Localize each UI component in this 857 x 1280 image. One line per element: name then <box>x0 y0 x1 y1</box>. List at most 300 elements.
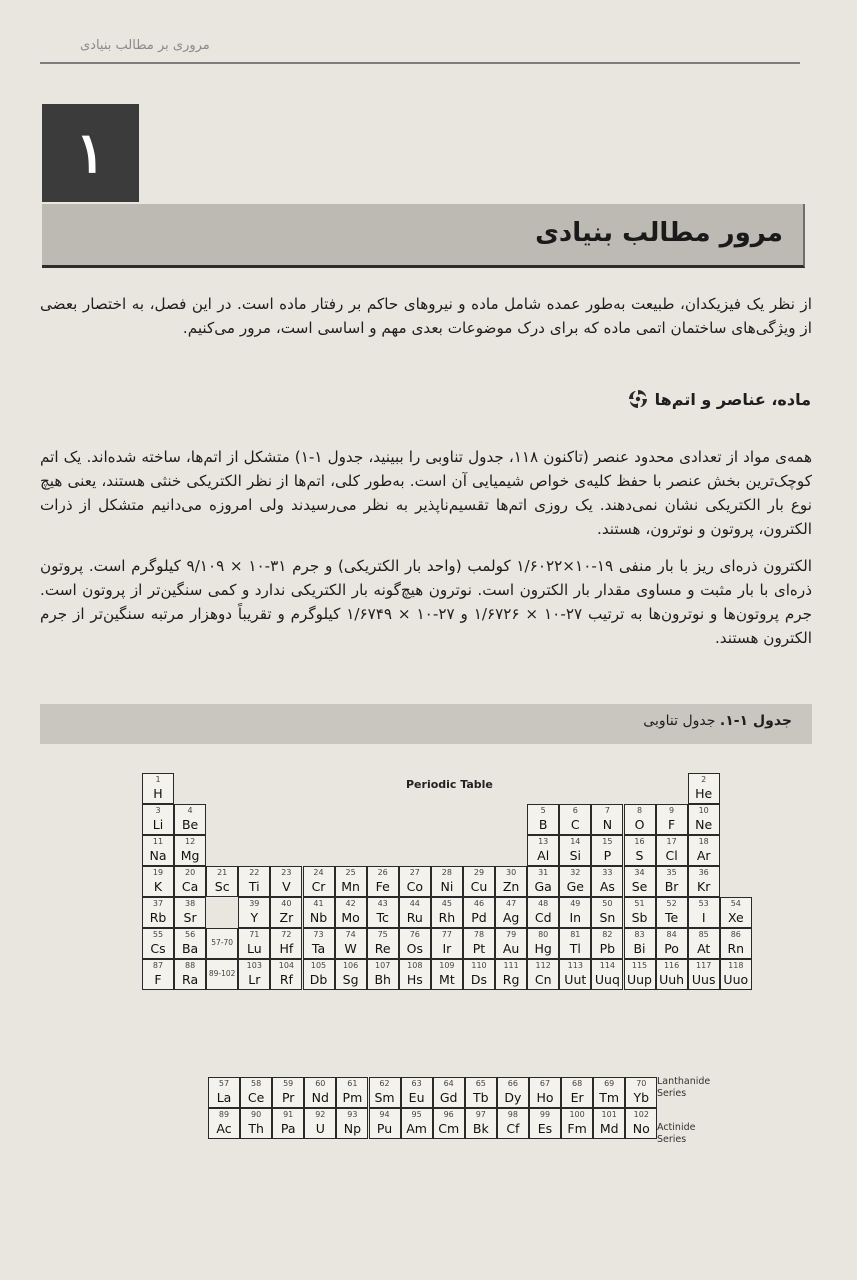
element-number: 34 <box>634 868 645 877</box>
element-symbol: Cn <box>534 972 552 987</box>
element-symbol: Gd <box>439 1090 458 1105</box>
element-number: 1 <box>155 775 161 784</box>
element-symbol: Tm <box>599 1090 620 1105</box>
element-symbol: Pm <box>342 1090 363 1105</box>
element-cell <box>463 928 495 959</box>
element-symbol: Np <box>343 1121 362 1136</box>
element-symbol: Uus <box>691 972 716 987</box>
element-number: 55 <box>152 930 164 939</box>
element-symbol: Y <box>250 910 259 925</box>
element-number: 15 <box>602 837 613 846</box>
element-number: 45 <box>441 899 452 908</box>
element-number: 54 <box>730 899 741 908</box>
element-cell <box>593 1108 625 1139</box>
element-cell <box>624 866 656 897</box>
element-number: 9 <box>669 806 675 815</box>
actinide-series-label: Actinide Series <box>657 1122 696 1145</box>
element-symbol: Ba <box>181 941 199 956</box>
element-cell <box>401 1108 433 1139</box>
element-number: 20 <box>185 868 196 877</box>
element-cell <box>656 835 688 866</box>
element-symbol: At <box>697 941 711 956</box>
element-cell <box>142 773 174 804</box>
element-number: 106 <box>342 961 359 970</box>
element-cell <box>624 959 656 990</box>
element-number: 35 <box>666 868 677 877</box>
element-number: 5 <box>540 806 546 815</box>
particles-paragraph: الکترون ذره‌ای ریز با بار منفی ۱۹-۱۰×۱/۶۰۲۲ کولمب (واحد بار الکتریکی) و جرم ۳۱-۱۰ × ۹/۱۰۹ کیلوگرم است. پروتون ذره‌ای با بار مثبت و مساوی مقدار بار الکترون است. نوترون هیچ‌گونه بار الکتریکی ندارد و کمی سنگین‌تر از پروتون است. جرم پروتون‌ها و نوترون‌ها به ترتیب ۲۷-۱۰ × ۱/۶۷۲۶ و ۲۷-۱۰ × ۱/۶۷۴۹ کیلوگرم و تقریباً دوهزار مرتبه سنگین‌تر از جرم الکترون هستند. <box>40 557 813 647</box>
element-cell <box>369 1077 401 1108</box>
element-cell <box>625 1077 657 1108</box>
element-symbol: Kr <box>697 879 711 894</box>
element-cell <box>431 866 463 897</box>
element-number: 25 <box>345 868 356 877</box>
element-number: 113 <box>567 961 583 970</box>
element-symbol: Rg <box>502 972 520 987</box>
element-symbol: Ti <box>248 879 260 894</box>
element-cell <box>688 835 720 866</box>
element-cell <box>142 804 174 835</box>
element-number: 33 <box>602 868 613 877</box>
element-number: 48 <box>538 899 549 908</box>
element-symbol: Be <box>181 817 199 832</box>
element-cell <box>529 1077 561 1108</box>
element-number: 89 <box>218 1110 230 1119</box>
section-heading <box>627 388 811 410</box>
element-cell <box>624 928 656 959</box>
element-cell <box>591 866 623 897</box>
running-head-text: مروری بر مطالب بنیادی <box>80 38 210 53</box>
table-caption <box>643 713 792 729</box>
element-cell <box>401 1077 433 1108</box>
element-number: 94 <box>379 1110 390 1119</box>
lanthanide-series-label: Lanthanide Series <box>657 1076 711 1099</box>
element-number: 17 <box>666 837 677 846</box>
element-cell <box>591 897 623 928</box>
element-symbol: Cl <box>665 848 678 863</box>
element-symbol: No <box>632 1121 650 1136</box>
element-cell <box>335 897 367 928</box>
element-number: 88 <box>185 961 196 970</box>
element-symbol: Uuo <box>723 972 749 987</box>
element-cell <box>272 1077 304 1108</box>
running-head <box>40 38 800 64</box>
element-cell <box>238 928 270 959</box>
element-number: 66 <box>507 1079 518 1088</box>
element-number: 91 <box>283 1110 294 1119</box>
element-symbol: Pu <box>376 1121 393 1136</box>
element-number: 107 <box>375 961 391 970</box>
element-cell <box>142 835 174 866</box>
element-number: 60 <box>315 1079 326 1088</box>
element-symbol: Db <box>309 972 328 987</box>
element-cell <box>559 928 591 959</box>
element-cell <box>240 1077 272 1108</box>
element-cell <box>591 959 623 990</box>
element-symbol: K <box>153 879 163 894</box>
element-symbol: Yb <box>633 1090 650 1105</box>
element-number: 86 <box>730 930 741 939</box>
element-symbol: Ca <box>181 879 199 894</box>
element-number: 104 <box>278 961 295 970</box>
element-number: 56 <box>185 930 196 939</box>
element-number: 19 <box>152 868 164 877</box>
element-cell <box>624 835 656 866</box>
element-symbol: Lr <box>248 972 261 987</box>
chapter-number-box <box>42 104 139 202</box>
element-cell <box>527 959 559 990</box>
element-symbol: Am <box>406 1121 427 1136</box>
element-cell <box>688 928 720 959</box>
element-number: 117 <box>696 961 712 970</box>
element-number: 98 <box>507 1110 518 1119</box>
element-cell <box>399 959 431 990</box>
element-cell <box>559 959 591 990</box>
element-cell <box>527 897 559 928</box>
element-symbol: Cr <box>311 879 326 894</box>
element-number: 6 <box>572 806 578 815</box>
chapter-title: مرور مطالب بنیادی <box>535 218 783 248</box>
element-symbol: F <box>154 972 162 987</box>
element-cell <box>238 866 270 897</box>
element-cell <box>431 897 463 928</box>
element-symbol: Cm <box>438 1121 460 1136</box>
element-cell <box>495 959 527 990</box>
element-number: 105 <box>310 961 327 970</box>
element-cell <box>463 866 495 897</box>
element-cell <box>303 928 335 959</box>
element-symbol: Rn <box>727 941 745 956</box>
element-symbol: Ne <box>695 817 713 832</box>
element-symbol: Rf <box>279 972 293 987</box>
element-symbol: Li <box>152 817 164 832</box>
element-symbol: Ge <box>566 879 584 894</box>
element-cell <box>431 928 463 959</box>
element-number: 99 <box>539 1110 551 1119</box>
element-symbol: Te <box>664 910 679 925</box>
element-symbol: Pb <box>599 941 616 956</box>
element-cell <box>431 959 463 990</box>
element-number: 23 <box>281 868 292 877</box>
element-symbol: Co <box>406 879 423 894</box>
element-number: 61 <box>347 1079 358 1088</box>
element-symbol: Sc <box>214 879 230 894</box>
element-cell <box>238 897 270 928</box>
element-symbol: U <box>315 1121 325 1136</box>
element-number: 97 <box>475 1110 486 1119</box>
element-symbol: Hs <box>406 972 423 987</box>
element-number: 108 <box>407 961 423 970</box>
element-number: 58 <box>251 1079 262 1088</box>
element-symbol: Pr <box>281 1090 295 1105</box>
element-symbol: Pa <box>280 1121 296 1136</box>
element-number: 82 <box>602 930 613 939</box>
element-number: 116 <box>663 961 680 970</box>
element-number: 84 <box>666 930 677 939</box>
element-cell <box>270 897 302 928</box>
element-cell <box>433 1108 465 1139</box>
elements-paragraph: همه‌ی مواد از تعدادی محدود عنصر (تاکنون ۱۱۸، جدول تناوبی را ببینید، جدول ۱-۱) متشکل از اتم‌ها، ساخته شده‌اند. یک اتم کوچک‌ترین بخش عنصر با حفظ کلیه‌ی خواص شیمیایی آن است. به‌طور کلی، اتم‌ها از نظر الکتریکی خنثی هستند، یعنی هیچ نوع بار الکتریکی نشان نمی‌دهند. یک روزی اتم‌ها تقسیم‌ناپذیر به نظر می‌رسیدند ولی امروزه می‌دانیم متشکل از ذرات الکترون، پروتون و نوترون، هستند. <box>40 448 812 538</box>
element-cell <box>720 959 752 990</box>
element-number: 96 <box>443 1110 454 1119</box>
element-symbol: H <box>153 786 163 801</box>
table-caption-band <box>40 704 812 744</box>
element-symbol: Lu <box>246 941 262 956</box>
element-symbol: Os <box>406 941 423 956</box>
element-symbol: Re <box>374 941 391 956</box>
element-cell <box>527 835 559 866</box>
element-cell <box>367 959 399 990</box>
element-cell <box>270 866 302 897</box>
element-symbol: Pd <box>471 910 487 925</box>
element-cell <box>174 928 206 959</box>
element-cell <box>335 866 367 897</box>
element-cell <box>206 928 238 959</box>
element-number: 26 <box>377 868 388 877</box>
element-number: 71 <box>249 930 260 939</box>
element-number: 3 <box>155 806 161 815</box>
table-caption-text: جدول تناوبی <box>643 713 716 729</box>
element-number: 67 <box>539 1079 551 1088</box>
element-number: 109 <box>439 961 455 970</box>
element-symbol: Md <box>599 1121 619 1136</box>
element-symbol: Eu <box>408 1090 425 1105</box>
element-number: 21 <box>217 868 228 877</box>
element-cell <box>688 959 720 990</box>
element-cell <box>174 866 206 897</box>
element-number: 53 <box>698 899 709 908</box>
element-cell <box>206 959 238 990</box>
element-symbol: Fe <box>375 879 390 894</box>
element-number: 92 <box>315 1110 326 1119</box>
element-number: 72 <box>281 930 292 939</box>
element-cell <box>335 928 367 959</box>
element-number: 52 <box>666 899 677 908</box>
element-symbol: Hf <box>279 941 294 956</box>
element-symbol: Uup <box>626 972 652 987</box>
element-symbol: Na <box>149 848 167 863</box>
element-cell <box>367 866 399 897</box>
element-symbol: Ag <box>502 910 520 925</box>
element-cell <box>559 897 591 928</box>
element-number: 57-70 <box>211 938 234 947</box>
element-number: 41 <box>313 899 324 908</box>
element-number: 89-102 <box>208 969 236 978</box>
element-symbol: Cf <box>506 1121 520 1136</box>
element-symbol: B <box>538 817 548 832</box>
element-number: 111 <box>503 961 519 970</box>
element-number: 64 <box>443 1079 454 1088</box>
element-symbol: Bh <box>374 972 391 987</box>
element-cell <box>656 866 688 897</box>
element-cell <box>625 1108 657 1139</box>
element-cell <box>174 897 206 928</box>
element-cell <box>591 804 623 835</box>
element-symbol: Cs <box>150 941 166 956</box>
element-symbol: Nd <box>311 1090 329 1105</box>
element-cell <box>688 804 720 835</box>
element-symbol: Zn <box>502 879 520 894</box>
element-number: 51 <box>634 899 645 908</box>
element-number: 39 <box>249 899 260 908</box>
element-number: 83 <box>634 930 645 939</box>
element-cell <box>497 1108 529 1139</box>
element-number: 50 <box>602 899 613 908</box>
element-symbol: Th <box>248 1121 264 1136</box>
element-number: 87 <box>152 961 164 970</box>
element-number: 70 <box>636 1079 647 1088</box>
element-symbol: Dy <box>504 1090 522 1105</box>
element-cell <box>142 866 174 897</box>
element-number: 44 <box>409 899 420 908</box>
element-number: 42 <box>345 899 356 908</box>
element-cell <box>369 1108 401 1139</box>
element-number: 101 <box>601 1110 617 1119</box>
element-cell <box>399 866 431 897</box>
element-number: 7 <box>604 806 610 815</box>
element-cell <box>465 1108 497 1139</box>
element-symbol: Tc <box>376 910 389 925</box>
element-symbol: Zr <box>279 910 294 925</box>
element-symbol: Cu <box>470 879 488 894</box>
element-number: 114 <box>599 961 616 970</box>
element-symbol: P <box>603 848 612 863</box>
chapter-number: ۱ <box>75 120 106 186</box>
element-number: 28 <box>441 868 452 877</box>
element-symbol: Ra <box>182 972 199 987</box>
element-symbol: La <box>216 1090 232 1105</box>
element-cell <box>720 928 752 959</box>
element-cell <box>559 866 591 897</box>
element-number: 29 <box>473 868 485 877</box>
element-symbol: Br <box>664 879 679 894</box>
element-symbol: Sr <box>183 910 197 925</box>
element-cell <box>527 804 559 835</box>
element-symbol: Mg <box>180 848 200 863</box>
element-symbol: Sn <box>599 910 616 925</box>
element-symbol: O <box>634 817 645 832</box>
element-cell <box>142 928 174 959</box>
element-number: 68 <box>572 1079 583 1088</box>
element-symbol: Ta <box>311 941 326 956</box>
element-symbol: Sm <box>374 1090 395 1105</box>
element-number: 49 <box>570 899 581 908</box>
element-number: 37 <box>152 899 164 908</box>
element-cell <box>142 959 174 990</box>
element-number: 118 <box>728 961 744 970</box>
element-cell <box>624 804 656 835</box>
element-symbol: Uuq <box>594 972 620 987</box>
element-symbol: Mo <box>341 910 360 925</box>
element-symbol: S <box>635 848 644 863</box>
element-number: 18 <box>698 837 709 846</box>
element-symbol: Rh <box>438 910 456 925</box>
element-cell <box>272 1108 304 1139</box>
element-cell <box>433 1077 465 1108</box>
element-symbol: Pt <box>472 941 486 956</box>
element-cell <box>656 804 688 835</box>
element-number: 69 <box>604 1079 615 1088</box>
element-symbol: As <box>599 879 615 894</box>
element-cell <box>561 1108 593 1139</box>
element-symbol: N <box>602 817 613 832</box>
element-symbol: In <box>569 910 582 925</box>
element-cell <box>367 928 399 959</box>
element-symbol: Ds <box>470 972 488 987</box>
element-number: 81 <box>570 930 581 939</box>
element-number: 90 <box>251 1110 262 1119</box>
swirl-icon <box>627 388 649 410</box>
element-number: 65 <box>475 1079 486 1088</box>
element-number: 30 <box>506 868 517 877</box>
element-number: 4 <box>187 806 193 815</box>
element-cell <box>238 959 270 990</box>
element-number: 32 <box>570 868 581 877</box>
element-number: 93 <box>347 1110 358 1119</box>
element-symbol: He <box>695 786 713 801</box>
element-cell <box>206 866 238 897</box>
element-cell <box>303 897 335 928</box>
element-symbol: Uuh <box>659 972 685 987</box>
element-cell <box>495 928 527 959</box>
element-number: 63 <box>411 1079 422 1088</box>
element-number: 38 <box>185 899 196 908</box>
element-cell <box>367 897 399 928</box>
element-cell <box>304 1108 336 1139</box>
element-cell <box>399 928 431 959</box>
element-symbol: Ga <box>534 879 552 894</box>
element-cell <box>529 1108 561 1139</box>
element-number: 100 <box>569 1110 585 1119</box>
element-number: 102 <box>633 1110 649 1119</box>
element-symbol: Tb <box>473 1090 489 1105</box>
element-cell <box>527 866 559 897</box>
element-symbol: Rb <box>149 910 167 925</box>
element-number: 16 <box>634 837 645 846</box>
element-cell <box>497 1077 529 1108</box>
element-symbol: Nb <box>309 910 328 925</box>
element-cell <box>399 897 431 928</box>
element-symbol: Ru <box>406 910 423 925</box>
element-cell <box>303 959 335 990</box>
element-symbol: Ni <box>440 879 454 894</box>
element-number: 112 <box>535 961 551 970</box>
element-symbol: Fm <box>567 1121 587 1136</box>
element-cell <box>336 1077 368 1108</box>
element-number: 115 <box>631 961 648 970</box>
element-number: 78 <box>473 930 485 939</box>
element-cell <box>240 1108 272 1139</box>
element-cell <box>559 804 591 835</box>
intro-paragraph: از نظر یک فیزیکدان، طبیعت به‌طور عمده شامل ماده و نیروهای حاکم بر رفتار ماده است. در این فصل، به اختصار بعضی از ویژگی‌های ساختمان اتمی ماده که برای درک موضوعات بعدی مهم و اساسی است، مرور می‌کنیم. <box>40 295 812 337</box>
element-number: 31 <box>538 868 549 877</box>
element-number: 36 <box>698 868 709 877</box>
element-cell <box>463 897 495 928</box>
element-cell <box>527 928 559 959</box>
element-symbol: C <box>570 817 580 832</box>
element-number: 24 <box>313 868 324 877</box>
element-cell <box>336 1108 368 1139</box>
element-number: 74 <box>345 930 356 939</box>
element-symbol: Ac <box>216 1121 232 1136</box>
element-number: 22 <box>249 868 260 877</box>
element-symbol: Uut <box>564 972 587 987</box>
element-number: 43 <box>377 899 388 908</box>
element-number: 46 <box>473 899 485 908</box>
element-symbol: W <box>344 941 357 956</box>
element-symbol: Ce <box>247 1090 265 1105</box>
element-number: 103 <box>246 961 262 970</box>
